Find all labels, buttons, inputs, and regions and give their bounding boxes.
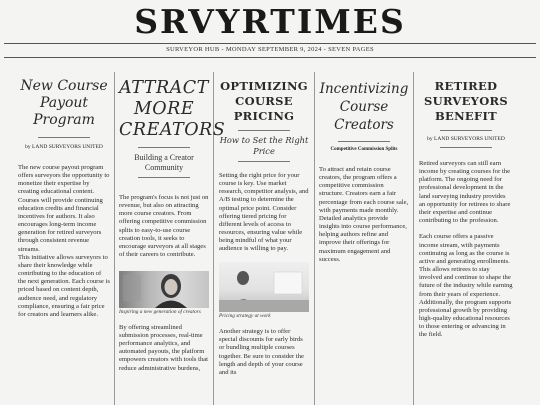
headline-rule <box>138 147 190 148</box>
article-subhead: How to Set the Right Price <box>219 135 309 156</box>
article-optimizing-pricing <box>219 72 309 405</box>
newspaper-title: SRVYRTIMES <box>134 2 406 41</box>
column-divider <box>314 72 315 405</box>
creator-photo <box>119 271 209 308</box>
article-body: The program's focus is not just on revenue, but also on attracting more course creators. From offering competitive commission splits to easy-to-use course creation tools, it seeks to encourage surveyors at all stages of their careers to contribute. <box>119 194 209 259</box>
photo-caption: Inspiring a new generation of creators <box>119 309 201 316</box>
photo-caption: Pricing strategy at work <box>219 312 271 319</box>
headline-rule <box>440 130 492 131</box>
byline: by LAND SURVEYORS UNITED <box>427 136 505 142</box>
article-body: Setting the right price for your course is key. Use market research, competitor analysis, and A/B testing to determine the optimal price point. Consider offering tiered pricing for different levels of access to resources, ensuring value while being mindful of what your audience is willing to pay. <box>219 172 309 253</box>
column-divider <box>413 72 414 405</box>
masthead <box>0 0 540 60</box>
subhead-rule <box>238 161 290 162</box>
headline-rule <box>38 137 90 138</box>
article-incentivizing-creators <box>319 72 409 405</box>
article-headline: New Course Payout Program <box>20 78 108 128</box>
pricing-photo <box>219 262 309 312</box>
article-headline: OPTIMIZING COURSE PRICING <box>220 79 308 123</box>
masthead-rule-bottom <box>4 57 536 58</box>
column-divider <box>114 72 115 405</box>
article-body: Retired surveyors can still earn income by creating courses for the platform. The ongoing need for professional development in the land surveying industry provides an opportunity for retirees to share their expertise and continue contributing to the profession. Each course offers a passive income stream, with payments continuing as long as the course is active and generating enrollments. This allows retirees to stay involved and continue to shape the future of the industry while earning from their years of experience. Additionally, the program supports professional growth by providing high-quality educational resources to those entering or advancing in the field. <box>419 160 513 339</box>
article-headline: Incentivizing Course Creators <box>319 81 409 133</box>
article-body-continued: By offering streamlined submission processes, real-time performance analytics, and automated payouts, the platform empowers creators with tools that reduce administrative burdens, <box>119 323 208 372</box>
byline: Competitive Commission Splits <box>330 147 398 152</box>
article-retired-surveyors <box>419 72 513 405</box>
article-headline: ATTRACT MORE CREATORS <box>119 78 226 140</box>
dateline: SURVEYOR HUB - MONDAY SEPTEMBER 9, 2024 - SEVEN PAGES <box>166 46 374 53</box>
byline: by LAND SURVEYORS UNITED <box>25 144 103 150</box>
article-headline: RETIRED SURVEYORS BENEFIT <box>424 79 508 123</box>
person-silhouette-image <box>119 271 209 308</box>
article-subhead: Building a Creator Community <box>134 153 194 172</box>
masthead-rule-top <box>4 43 536 44</box>
headline-rule <box>238 130 290 131</box>
person-at-desk-image <box>219 262 309 312</box>
headline-rule <box>338 141 390 142</box>
article-new-course-payout <box>18 72 110 405</box>
subhead-rule <box>138 177 190 178</box>
byline-rule <box>440 147 492 148</box>
article-body: To attract and retain course creators, the program offers a competitive commission structure. Creators earn a fair percentage from each course sale, with payments made monthly. Detailed analytics provide insights into course performance, helping authors refine and improve their offerings for maximum engagement and success. <box>319 166 409 263</box>
article-body-continued: Another strategy is to offer special discounts for early birds or bundling multiple courses together. Be sure to consider the length and depth of your course and its <box>219 328 304 376</box>
article-body: The new course payout program offers surveyors the opportunity to monetize their expertise by creating educational content. Courses will provide continuing education credits and financial incentives for authors. It also encourages long-term income generation for retired surveyors through consistent revenue streams. This initiative allows surveyors to share their knowledge while contributing to the education of the next generation. Each course is priced based on content depth, audience need, and regulatory compliance, ensuring a fair price for creators and learners alike. <box>18 164 110 318</box>
article-attract-creators <box>119 72 226 405</box>
